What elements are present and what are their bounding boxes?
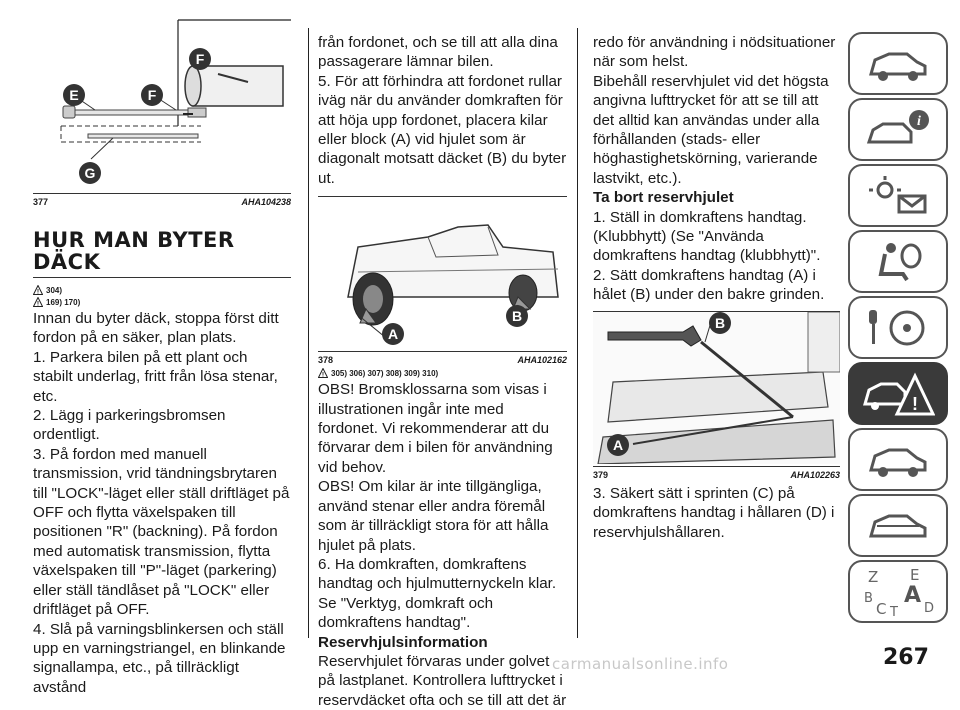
paragraph: från fordonet, och se till att alla dina passagerare lämnar bilen. [318,34,558,71]
warning-triangle-icon [33,285,43,295]
index-letter: A [904,582,922,608]
callout-label-g: G [79,162,101,184]
callout-label-b: B [506,305,528,327]
tab-alphabetical-index[interactable] [848,560,948,623]
tab-key-steering[interactable] [848,296,948,359]
figure-number: 377 [33,197,49,207]
callout-label-b: B [709,312,731,334]
warning-triangle-icon [33,297,43,307]
tab-car-service[interactable] [848,428,948,491]
index-letter: B [864,590,873,606]
car-i-icon [863,108,933,152]
svg-text:!: ! [37,289,39,295]
seat-airbag-icon [863,240,933,284]
warning-triangle-icon [318,368,328,378]
step-2: 2. Sätt domkraftens handtag (A) i hålet (B) under den bakre grinden. [593,266,825,304]
key-steering-icon [863,306,933,350]
index-letter: C [876,599,887,618]
warning-notes-1: ! 304) [33,285,291,295]
tab-emergency[interactable] [848,362,948,425]
paragraph: redo för användning i nödsituationer när som helst. [593,34,836,71]
svg-text:i: i [917,113,921,129]
figure-377-caption [33,193,291,207]
step-1: 1. Ställ in domkraftens handtag. (Klubbhytt) (Se "Använda domkraftens handtag (klubbhytt)". [593,208,821,265]
subheading: Reservhjulsinformation [318,633,488,651]
svg-text:!: ! [322,372,324,379]
figure-379-caption [593,466,840,480]
page-number: 267 [883,645,929,670]
section-heading: HUR MAN BYTER DÄCK [33,228,235,274]
figure-number: 379 [593,469,609,480]
paragraph: Innan du byter däck, stoppa först ditt fordon på en säker, plan plats. [33,310,279,347]
step-3: 3. Säkert sätt i sprinten (C) på domkraftens handtag i hållaren (D) i reservhjulshållaren. [593,484,835,541]
callout-label-f2: F [189,48,211,70]
subheading: Ta bort reservhjulet [593,189,734,207]
step-4: 4. Slå på varningsblinkersen och ställ upp en varningstriangel, en blinkande signallampa, etc., på tillräckligt avstånd [33,620,286,696]
step-5: 5. För att förhindra att fordonet rullar iväg när du använder domkraften för att höja upp fordonet, placera kilar eller block (A) vid hjulet som är diagonalt motsatt däcket (B) du byter ut. [318,72,567,187]
callout-label-a: A [382,323,404,345]
callout-label-f1: F [141,84,163,106]
step-1: 1. Parkera bilen på ett plant och stabilt underlag, fritt från lösa stenar, etc. [33,348,278,405]
figure-378 [318,197,567,349]
figure-378-caption [318,351,567,365]
figure-377 [33,14,291,191]
index-letter: Z [868,567,879,586]
figure-code: AHA104238 [241,197,291,207]
tab-car-i[interactable] [848,98,948,161]
figure-number: 378 [318,355,334,366]
step-6: 6. Ha domkraften, domkraftens handtag och hjulmutternyckeln klar. Se "Verktyg, domkraft och domkraftens handtag". [318,555,557,632]
paragraph: Bibehåll reservhjulet vid det högsta angivna lufttrycket för att se till att det alltid kan användas under alla förhållanden (stads- eller höghastighetskörning, varierande lastvikt, etc.). [593,72,829,187]
svg-text:!: ! [912,393,918,414]
figure-379 [593,312,840,464]
car-info-icon [863,42,933,86]
paragraph: Reservhjulet förvaras under golvet på lastplanet. Kontrollera lufttrycket i reservdäcket ofta och se till att det är [318,652,567,709]
warning-notes-2: ! 169) 170) [33,297,291,307]
tab-dashboard-lights[interactable] [848,164,948,227]
warning-notes: ! 305) 306) 307) 308) 309) 310) [318,368,567,378]
car-warning-triangle-icon [861,370,935,418]
callout-label-a: A [607,434,629,456]
step-2: 2. Lägg i parkeringsbromsen ordentligt. [33,407,226,444]
alphabet-index-icon [858,566,938,618]
column-divider-1 [308,28,309,638]
index-letter: E [910,565,920,584]
svg-text:!: ! [37,301,39,307]
watermark: carmanualsonline.info [552,655,729,673]
column-2 [318,33,567,710]
heading-rule [33,277,291,278]
chapter-sidebar [848,32,952,626]
pickup-chock-illustration [318,197,567,349]
column-1 [33,0,291,697]
car-service-icon [863,438,933,482]
tailgate-hole-illustration [593,312,840,464]
car-tools-icon [863,504,933,548]
column-3 [593,33,840,542]
note-paragraph: OBS! Bromsklossarna som visas i illustrationen ingår inte med fordonet. Vi rekommenderar att du förvarar dem i bilen för användning vid behov. [318,381,553,476]
tab-car-info[interactable] [848,32,948,95]
step-3: 3. På fordon med manuell transmission, vrid tändningsbrytaren till "LOCK"-läget eller ställ driftläget på OFF och flytta växelspaken till positionen "R" (backning). På fordon med automatisk transmission, flytta växelspaken till "P"-läget (parkering) eller ställ tändlåset på "LOCK" eller driftläget på OFF. [33,445,290,619]
index-letter: T [890,604,898,618]
index-letter: D [924,600,935,616]
tab-seat-airbag[interactable] [848,230,948,293]
callout-label-e: E [63,84,85,106]
note-paragraph: OBS! Om kilar är inte tillgängliga, använd stenar eller andra föremål som är tillräckligt stora för att hålla hjulet på plats. [318,478,549,554]
column-divider-2 [577,28,578,638]
figure-code: AHA102162 [517,355,567,366]
dashboard-lights-icon [863,174,933,218]
figure-code: AHA102263 [790,469,840,480]
tab-car-tools[interactable] [848,494,948,557]
